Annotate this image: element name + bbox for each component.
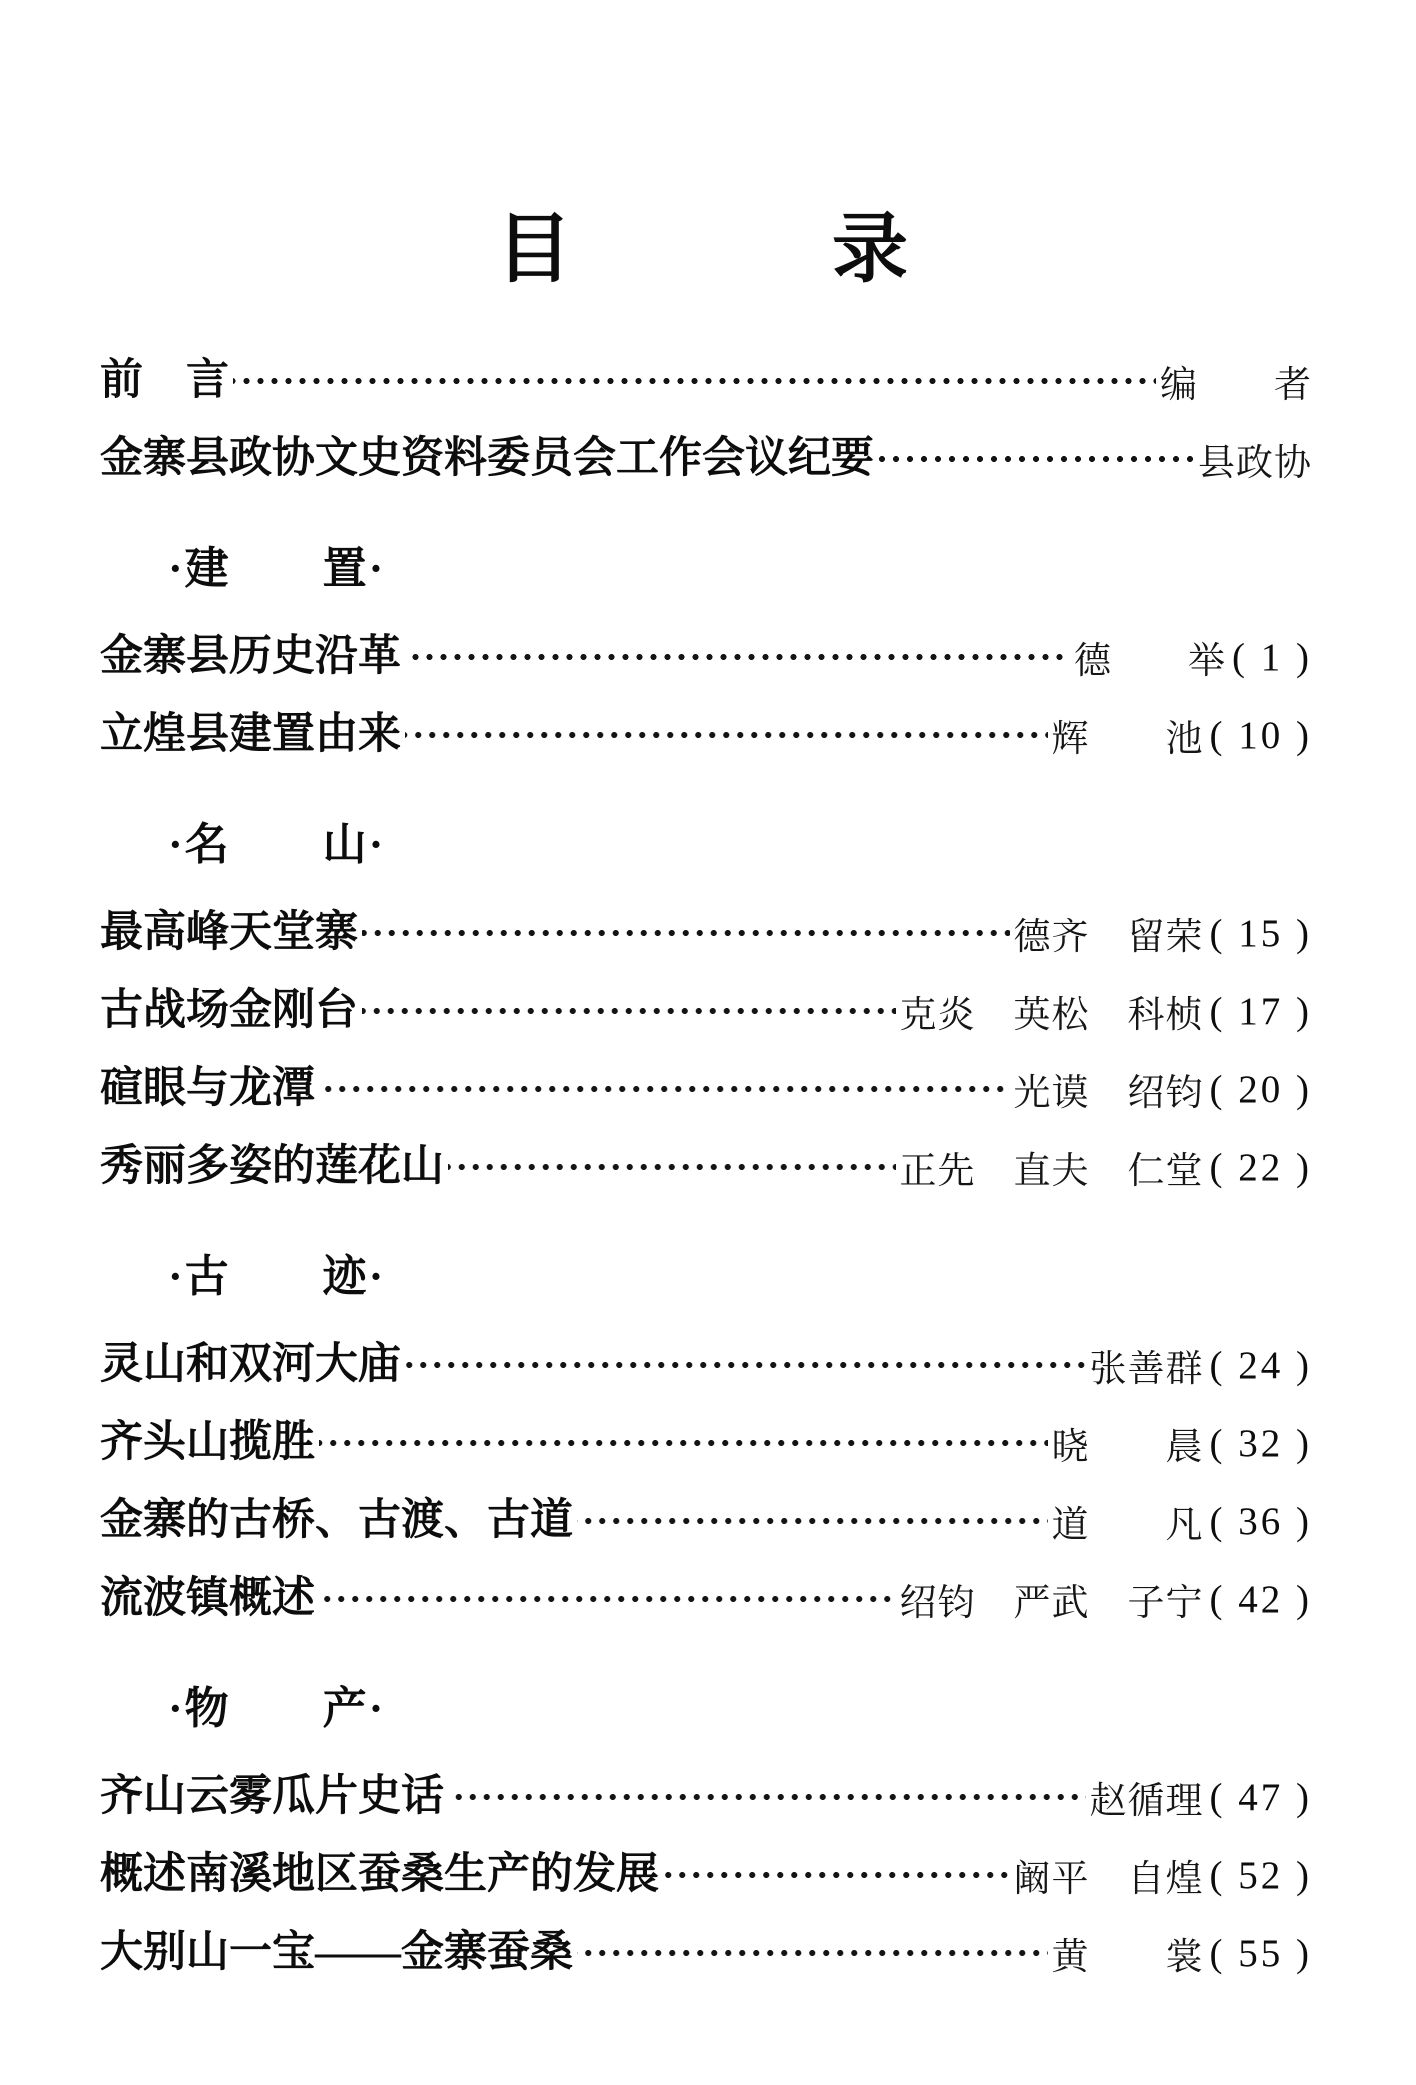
- entry-page-number: ( 47 ): [1209, 1775, 1312, 1819]
- entry-authors: 编 者: [1160, 365, 1312, 406]
- entry-page-number: ( 15 ): [1209, 911, 1312, 955]
- entry-title: 秀丽多姿的莲花山: [100, 1143, 444, 1191]
- toc-entry: [100, 906, 1312, 960]
- dot-leader: [448, 1792, 1086, 1802]
- toc-entry: [100, 1848, 1312, 1902]
- entry-authors: 阚平 自煌: [1013, 1859, 1204, 1900]
- entry-page-number: ( 52 ): [1209, 1853, 1312, 1897]
- entry-authors: 黄 裳: [1051, 1937, 1204, 1978]
- entry-page-number: ( 22 ): [1209, 1145, 1312, 1189]
- dot-leader: [405, 652, 1070, 662]
- toc-entry: [100, 1140, 1312, 1194]
- entry-page-number: ( 36 ): [1209, 1499, 1312, 1543]
- dot-leader: [319, 1084, 1010, 1094]
- entry-authors: 赵循理: [1089, 1781, 1204, 1822]
- entry-authors: 德齐 留荣: [1013, 917, 1204, 958]
- dot-leader: [319, 1438, 1048, 1448]
- toc-entry: [100, 354, 1312, 408]
- entry-title: 古战场金刚台: [100, 987, 358, 1035]
- entry-title: 流波镇概述: [100, 1575, 315, 1623]
- entry-page-number: ( 32 ): [1209, 1421, 1312, 1465]
- entry-authors: 道 凡: [1051, 1505, 1204, 1546]
- toc-entry: [100, 708, 1312, 762]
- dot-leader: [362, 1006, 896, 1016]
- dot-leader: [577, 1948, 1048, 1958]
- toc-entry: [100, 1494, 1312, 1548]
- dot-leader: [319, 1594, 896, 1604]
- entry-page-number: ( 1 ): [1232, 635, 1312, 679]
- entry-title: 灵山和双河大庙: [100, 1341, 401, 1389]
- entry-page-number: ( 24 ): [1209, 1343, 1312, 1387]
- entry-title: 前 言: [100, 357, 229, 405]
- section-header: ·物 产·: [168, 1684, 386, 1733]
- entry-page-number: ( 42 ): [1209, 1577, 1312, 1621]
- entry-authors: 晓 晨: [1051, 1427, 1204, 1468]
- entry-title: 齐头山揽胜: [100, 1419, 315, 1467]
- section-header: ·建 置·: [168, 544, 386, 593]
- entry-title: 金寨县历史沿革: [100, 633, 401, 681]
- toc-entry: [100, 1062, 1312, 1116]
- dot-leader: [663, 1870, 1010, 1880]
- toc-entry: [100, 630, 1312, 684]
- entry-page-number: ( 17 ): [1209, 989, 1312, 1033]
- entry-page-number: ( 20 ): [1209, 1067, 1312, 1111]
- entry-authors: 县政协: [1198, 443, 1312, 484]
- entry-authors: 辉 池: [1051, 719, 1204, 760]
- entry-title: 碹眼与龙潭: [100, 1065, 315, 1113]
- entry-title: 齐山云雾瓜片史话: [100, 1773, 444, 1821]
- entry-authors: 克炎 英松 科桢: [899, 995, 1204, 1036]
- dot-leader: [233, 376, 1156, 386]
- entry-authors: 德 举: [1074, 641, 1227, 682]
- toc-entry: [100, 1770, 1312, 1824]
- dot-leader: [405, 1360, 1086, 1370]
- toc-entry: [100, 984, 1312, 1038]
- page-title: 目 录: [496, 208, 916, 292]
- entry-page-number: ( 10 ): [1209, 713, 1312, 757]
- dot-leader: [448, 1162, 896, 1172]
- toc-entry: [100, 1338, 1312, 1392]
- dot-leader: [405, 730, 1048, 740]
- entry-title: 最高峰天堂寨: [100, 909, 358, 957]
- toc-entry: [100, 1572, 1312, 1626]
- entry-title: 立煌县建置由来: [100, 711, 401, 759]
- entry-title: 金寨县政协文史资料委员会工作会议纪要: [100, 435, 874, 483]
- dot-leader: [362, 928, 1010, 938]
- toc-entry: [100, 1416, 1312, 1470]
- entry-authors: 张善群: [1089, 1349, 1204, 1390]
- section-header: ·名 山·: [168, 820, 386, 869]
- entry-title: 大别山一宝——金寨蚕桑: [100, 1929, 573, 1977]
- entry-authors: 正先 直夫 仁堂: [899, 1151, 1204, 1192]
- entry-title: 概述南溪地区蚕桑生产的发展: [100, 1851, 659, 1899]
- entry-title: 金寨的古桥、古渡、古道: [100, 1497, 573, 1545]
- section-header: ·古 迹·: [168, 1252, 386, 1301]
- dot-leader: [577, 1516, 1048, 1526]
- toc-list: [100, 354, 1312, 1980]
- toc-entry: [100, 1926, 1312, 1980]
- toc-entry: [100, 432, 1312, 486]
- entry-authors: 光谟 绍钧: [1013, 1073, 1204, 1114]
- dot-leader: [878, 454, 1194, 464]
- entry-page-number: ( 55 ): [1209, 1931, 1312, 1975]
- entry-authors: 绍钧 严武 子宁: [899, 1583, 1204, 1624]
